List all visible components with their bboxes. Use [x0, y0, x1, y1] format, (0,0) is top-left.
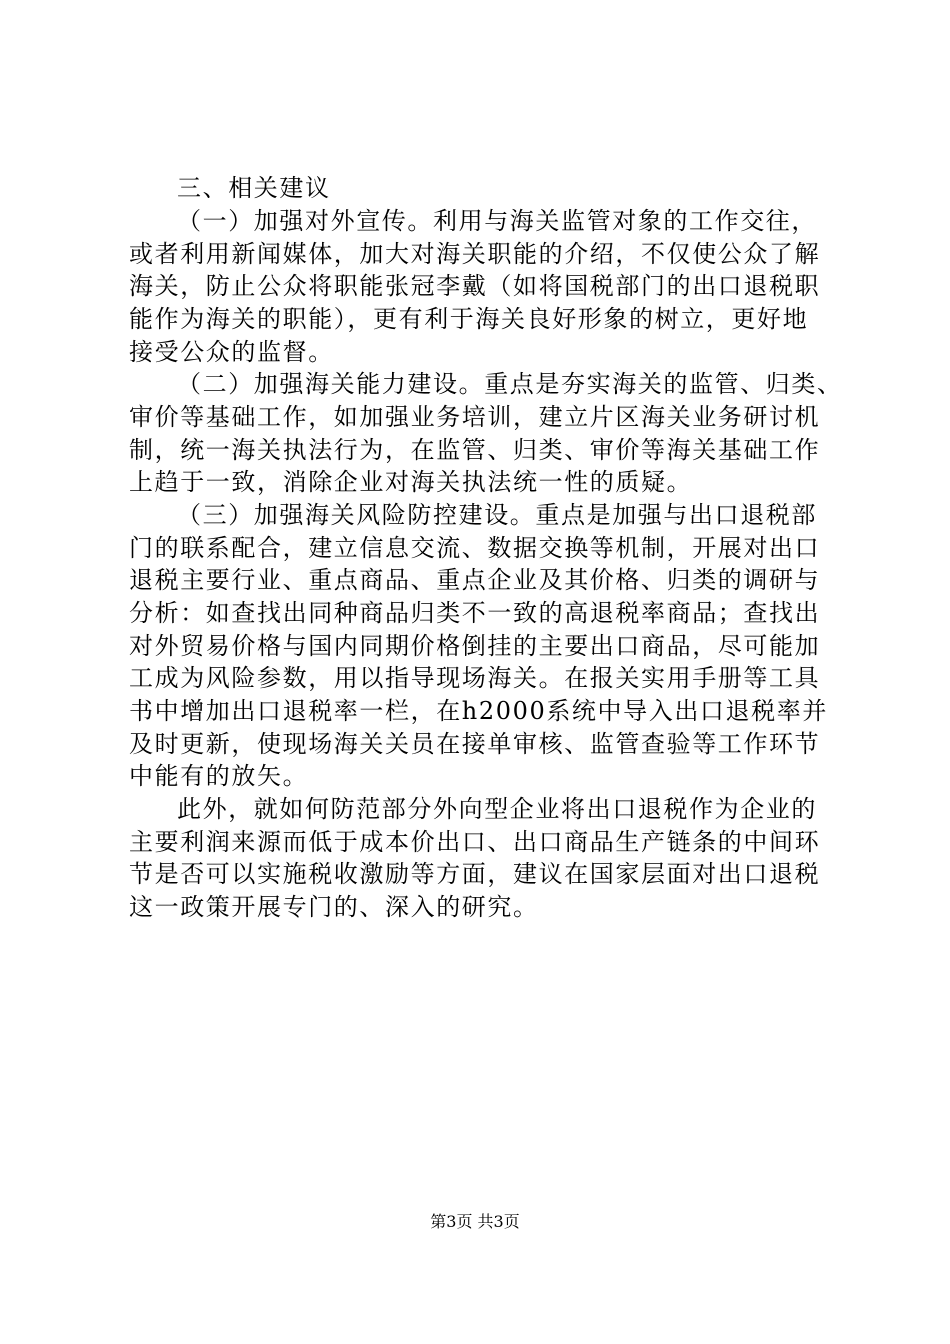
paragraph-3-line-4: 分析：如查找出同种商品归类不一致的高退税率商品；查找出: [129, 599, 821, 627]
paragraph-2-line-2: 审价等基础工作，如加强业务培训，建立片区海关业务研讨机: [129, 403, 821, 431]
paragraph-1-line-2: 或者利用新闻媒体，加大对海关职能的介绍，不仅使公众了解: [129, 240, 821, 268]
paragraph-3-line-2: 门的联系配合，建立信息交流、数据交换等机制，开展对出口: [129, 534, 821, 562]
paragraph-3-line-1: （三）加强海关风险防控建设。重点是加强与出口退税部: [177, 501, 817, 529]
paragraph-4-line-2: 主要利润来源而低于成本价出口、出口商品生产链条的中间环: [129, 828, 821, 856]
paragraph-1-line-1: （一）加强对外宣传。利用与海关监管对象的工作交往，: [177, 207, 817, 235]
paragraph-3-line-6: 工成为风险参数，用以指导现场海关。在报关实用手册等工具: [129, 664, 821, 692]
paragraph-4-line-1: 此外，就如何防范部分外向型企业将出口退税作为企业的: [177, 795, 817, 823]
section-heading: 三、相关建议: [177, 174, 331, 202]
paragraph-1-line-5: 接受公众的监督。: [129, 338, 334, 366]
paragraph-4-line-3: 节是否可以实施税收激励等方面，建议在国家层面对出口退税: [129, 860, 821, 888]
paragraph-3-line-7: 书中增加出口退税率一栏，在h2000系统中导入出口退税率并: [129, 697, 828, 725]
page-number-footer: 第3页 共3页: [430, 1212, 520, 1231]
paragraph-3-line-8: 及时更新，使现场海关关员在接单审核、监管查验等工作环节: [129, 730, 821, 758]
paragraph-2-line-3: 制，统一海关执法行为，在监管、归类、审价等海关基础工作: [129, 436, 821, 464]
paragraph-3-line-9: 中能有的放矢。: [129, 762, 309, 790]
paragraph-3-line-5: 对外贸易价格与国内同期价格倒挂的主要出口商品，尽可能加: [129, 632, 821, 660]
paragraph-3-line-3: 退税主要行业、重点商品、重点企业及其价格、归类的调研与: [129, 566, 821, 594]
paragraph-1-line-4: 能作为海关的职能），更有利于海关良好形象的树立，更好地: [129, 305, 809, 333]
paragraph-2-line-4: 上趋于一致，消除企业对海关执法统一性的质疑。: [129, 468, 693, 496]
paragraph-1-line-3: 海关，防止公众将职能张冠李戴（如将国税部门的出口退税职: [129, 272, 821, 300]
paragraph-2-line-1: （二）加强海关能力建设。重点是夯实海关的监管、归类、: [177, 370, 843, 398]
paragraph-4-line-4: 这一政策开展专门的、深入的研究。: [129, 893, 539, 921]
